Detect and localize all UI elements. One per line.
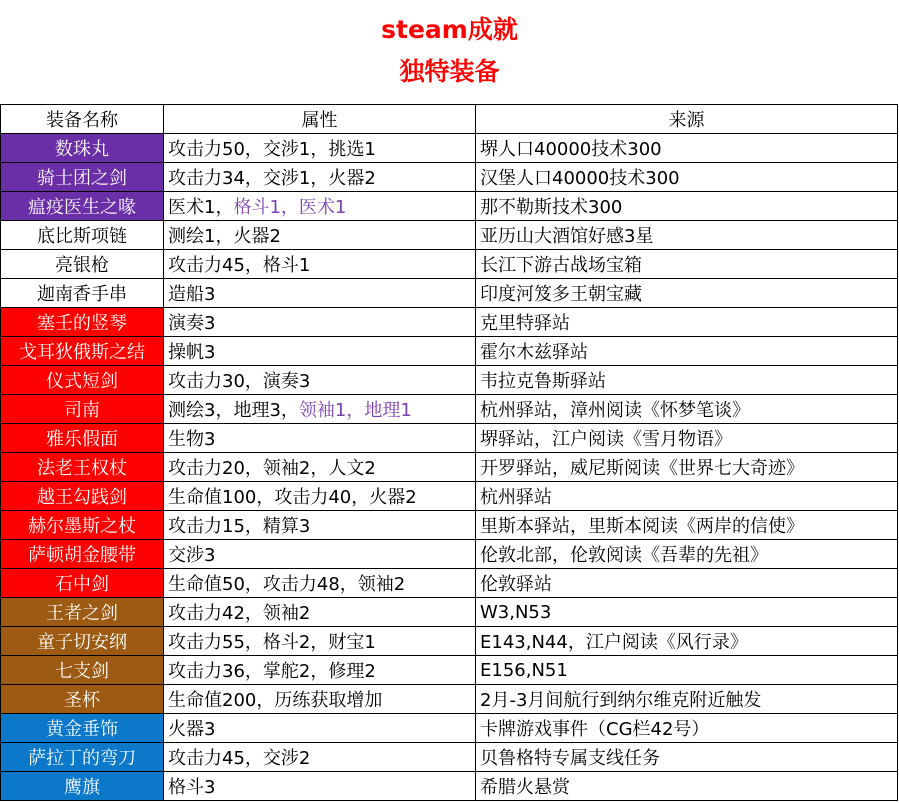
- equipment-source: 长江下游古战场宝箱: [476, 250, 898, 279]
- table-header-row: [1, 105, 898, 134]
- page-title: steam成就: [381, 15, 518, 44]
- equipment-attributes: [164, 279, 476, 308]
- attribute-text: 交涉3: [168, 545, 216, 566]
- page-subtitle: 独特装备: [399, 57, 500, 86]
- table-row: [1, 279, 898, 308]
- equipment-name: 司南: [1, 395, 164, 424]
- table-row: [1, 714, 898, 743]
- equipment-name: 戈耳狄俄斯之结: [1, 337, 164, 366]
- equipment-attributes: [164, 598, 476, 627]
- table-row: [1, 656, 898, 685]
- equipment-name: 赫尔墨斯之杖: [1, 511, 164, 540]
- equipment-name: 迦南香手串: [1, 279, 164, 308]
- equipment-attributes: [164, 308, 476, 337]
- equipment-attributes: [164, 221, 476, 250]
- table-body: [1, 134, 898, 801]
- equipment-attributes: [164, 772, 476, 801]
- table-row: [1, 569, 898, 598]
- equipment-source: 克里特驿站: [476, 308, 898, 337]
- table-row: [1, 250, 898, 279]
- equipment-source: 霍尔木兹驿站: [476, 337, 898, 366]
- equipment-name: 黄金垂饰: [1, 714, 164, 743]
- equipment-attributes: [164, 250, 476, 279]
- equipment-source: 里斯本驿站，里斯本阅读《两岸的信使》: [476, 511, 898, 540]
- equipment-source: E143,N44，江户阅读《风行录》: [476, 627, 898, 656]
- table-row: [1, 395, 898, 424]
- equipment-source: 韦拉克鲁斯驿站: [476, 366, 898, 395]
- equipment-attributes: [164, 192, 476, 221]
- table-row: [1, 627, 898, 656]
- equipment-source: 希腊火悬赏: [476, 772, 898, 801]
- equipment-attributes: [164, 134, 476, 163]
- equipment-name: 圣杯: [1, 685, 164, 714]
- equipment-attributes: [164, 743, 476, 772]
- table-row: [1, 743, 898, 772]
- attribute-text: 攻击力50，交涉1，挑选1: [168, 139, 376, 160]
- attribute-text: 攻击力34，交涉1，火器2: [168, 168, 376, 189]
- attribute-text: 造船3: [168, 284, 216, 305]
- table-row: [1, 685, 898, 714]
- equipment-attributes: [164, 569, 476, 598]
- equipment-source: 卡牌游戏事件（CG栏42号）: [476, 714, 898, 743]
- equipment-name: 法老王权杖: [1, 453, 164, 482]
- attribute-bonus-text: 领袖1，地理1: [298, 400, 412, 421]
- table-row: [1, 134, 898, 163]
- attribute-text: 攻击力36，掌舵2，修理2: [168, 661, 376, 682]
- header-name: 装备名称: [1, 105, 164, 134]
- table-row: [1, 337, 898, 366]
- equipment-source: 伦敦驿站: [476, 569, 898, 598]
- table-row: [1, 221, 898, 250]
- equipment-source: 2月-3月间航行到纳尔维克附近触发: [476, 685, 898, 714]
- equipment-attributes: [164, 163, 476, 192]
- equipment-attributes: [164, 627, 476, 656]
- equipment-attributes: [164, 482, 476, 511]
- table-row: [1, 366, 898, 395]
- equipment-name: 越王勾践剑: [1, 482, 164, 511]
- table-row: [1, 511, 898, 540]
- equipment-attributes: [164, 540, 476, 569]
- equipment-source: E156,N51: [476, 656, 898, 685]
- attribute-bonus-text: 格斗1，医术1: [233, 197, 347, 218]
- equipment-name: 萨拉丁的弯刀: [1, 743, 164, 772]
- attribute-text: 测绘1，火器2: [168, 226, 281, 247]
- equipment-attributes: [164, 424, 476, 453]
- equipment-source: 那不勒斯技术300: [476, 192, 898, 221]
- equipment-attributes: [164, 366, 476, 395]
- attribute-text: 攻击力30，演奏3: [168, 371, 311, 392]
- equipment-attributes: [164, 714, 476, 743]
- equipment-name: 童子切安纲: [1, 627, 164, 656]
- equipment-source: 汉堡人口40000技术300: [476, 163, 898, 192]
- table-row: [1, 308, 898, 337]
- table-row: [1, 424, 898, 453]
- attribute-text: 攻击力42，领袖2: [168, 603, 311, 624]
- equipment-name: 数珠丸: [1, 134, 164, 163]
- equipment-name: 骑士团之剑: [1, 163, 164, 192]
- attribute-text: 攻击力45，交涉2: [168, 748, 311, 769]
- equipment-source: 印度河笈多王朝宝藏: [476, 279, 898, 308]
- attribute-text: 攻击力20，领袖2，人文2: [168, 458, 376, 479]
- attribute-text: 火器3: [168, 719, 216, 740]
- title-block: [0, 0, 899, 103]
- equipment-table: [0, 104, 898, 801]
- equipment-attributes: [164, 337, 476, 366]
- attribute-text: 生命值50，攻击力48，领袖2: [168, 574, 406, 595]
- equipment-name: 雅乐假面: [1, 424, 164, 453]
- attribute-text: 生命值100，攻击力40，火器2: [168, 487, 417, 508]
- attribute-text: 操帆3: [168, 342, 216, 363]
- attribute-text: 生命值200，历练获取增加: [168, 690, 383, 711]
- equipment-name: 瘟疫医生之喙: [1, 192, 164, 221]
- equipment-source: 堺驿站，江户阅读《雪月物语》: [476, 424, 898, 453]
- attribute-text: 攻击力45，格斗1: [168, 255, 311, 276]
- equipment-source: 亚历山大酒馆好感3星: [476, 221, 898, 250]
- equipment-attributes: [164, 453, 476, 482]
- equipment-name: 仪式短剑: [1, 366, 164, 395]
- table-row: [1, 453, 898, 482]
- equipment-name: 鹰旗: [1, 772, 164, 801]
- attribute-text: 攻击力15，精算3: [168, 516, 311, 537]
- equipment-source: 伦敦北部，伦敦阅读《吾辈的先祖》: [476, 540, 898, 569]
- equipment-name: 塞壬的竖琴: [1, 308, 164, 337]
- attribute-text: 演奏3: [168, 313, 216, 334]
- table-row: [1, 482, 898, 511]
- header-source: 来源: [476, 105, 898, 134]
- equipment-attributes: [164, 656, 476, 685]
- attribute-text: 攻击力55，格斗2，财宝1: [168, 632, 376, 653]
- table-row: [1, 772, 898, 801]
- equipment-name: 王者之剑: [1, 598, 164, 627]
- equipment-name: 萨顿胡金腰带: [1, 540, 164, 569]
- attribute-text: 医术1，: [168, 197, 234, 218]
- equipment-name: 七支剑: [1, 656, 164, 685]
- header-attributes: 属性: [164, 105, 476, 134]
- equipment-attributes: [164, 511, 476, 540]
- equipment-name: 亮银枪: [1, 250, 164, 279]
- equipment-attributes: [164, 685, 476, 714]
- equipment-source: W3,N53: [476, 598, 898, 627]
- equipment-source: 杭州驿站，漳州阅读《怀梦笔谈》: [476, 395, 898, 424]
- equipment-name: 石中剑: [1, 569, 164, 598]
- attribute-text: 格斗3: [168, 777, 216, 798]
- attribute-text: 测绘3，地理3，: [168, 400, 299, 421]
- equipment-source: 开罗驿站，威尼斯阅读《世界七大奇迹》: [476, 453, 898, 482]
- equipment-name: 底比斯项链: [1, 221, 164, 250]
- equipment-source: 堺人口40000技术300: [476, 134, 898, 163]
- table-row: [1, 540, 898, 569]
- equipment-attributes: [164, 395, 476, 424]
- table-row: [1, 192, 898, 221]
- table-row: [1, 598, 898, 627]
- table-row: [1, 163, 898, 192]
- attribute-text: 生物3: [168, 429, 216, 450]
- equipment-source: 贝鲁格特专属支线任务: [476, 743, 898, 772]
- equipment-source: 杭州驿站: [476, 482, 898, 511]
